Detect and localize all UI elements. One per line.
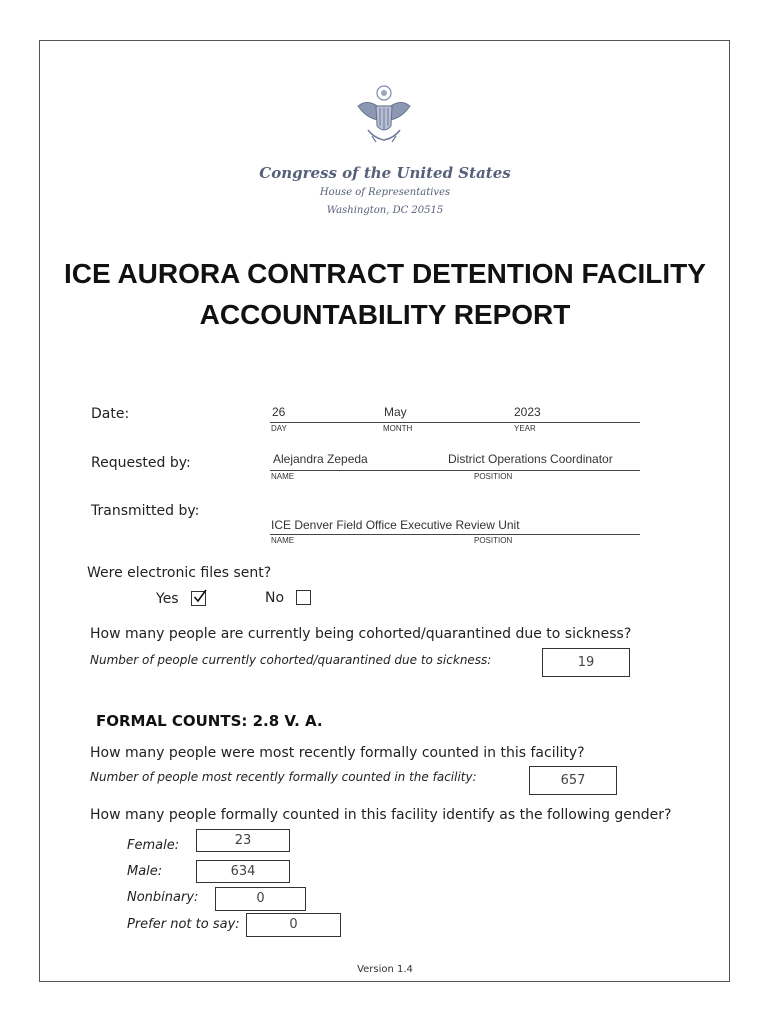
congress-seal-icon [354, 84, 414, 146]
prefer-not-to-say-label: Prefer not to say: [127, 917, 240, 932]
prefer-not-to-say-count-field[interactable]: 0 [246, 913, 341, 937]
letterhead-house: House of Representatives [319, 187, 451, 198]
transmitted-by-position-caption: POSITION [474, 536, 513, 545]
female-count-field[interactable]: 23 [196, 829, 290, 852]
date-day-value: 26 [272, 405, 286, 419]
formal-count-question: How many people were most recently formally counted in this facility? [90, 745, 585, 761]
transmitted-by-name: ICE Denver Field Office Executive Review Unit [271, 518, 520, 532]
checkmark-icon [192, 589, 207, 604]
requested-by-name-caption: NAME [271, 472, 295, 481]
requested-by-name: Alejandra Zepeda [273, 452, 368, 466]
version-label: Version 1.4 [357, 964, 413, 975]
no-label: No [265, 590, 285, 606]
no-checkbox[interactable] [296, 590, 311, 605]
date-year-value: 2023 [514, 405, 541, 419]
letterhead-congress: Congress of the United States [259, 164, 511, 182]
quarantine-count-field[interactable]: 19 [542, 648, 630, 677]
transmitted-by-name-caption: NAME [271, 536, 295, 545]
gender-question: How many people formally counted in this facility identify as the following gender? [90, 807, 672, 823]
requested-by-position: District Operations Coordinator [448, 452, 613, 466]
date-label: Date: [91, 406, 130, 422]
male-count-field[interactable]: 634 [196, 860, 290, 883]
male-label: Male: [127, 864, 163, 879]
report-title-line1: ICE AURORA CONTRACT DETENTION FACILITY [64, 258, 706, 289]
date-month-value: May [384, 405, 407, 419]
report-title-line2: ACCOUNTABILITY REPORT [199, 299, 571, 330]
nonbinary-label: Nonbinary: [127, 890, 199, 905]
formal-count-field[interactable]: 657 [529, 766, 617, 795]
formal-counts-heading: FORMAL COUNTS: 2.8 V. A. [96, 712, 323, 730]
quarantine-question: How many people are currently being cohorted/quarantined due to sickness? [90, 626, 632, 642]
yes-checkbox[interactable] [191, 591, 206, 606]
electronic-files-question: Were electronic files sent? [87, 565, 272, 581]
requested-by-position-caption: POSITION [474, 472, 513, 481]
female-label: Female: [127, 838, 180, 853]
date-day-caption: DAY [271, 424, 287, 433]
quarantine-field-label: Number of people currently cohorted/quarantined due to sickness: [90, 653, 492, 667]
transmitted-by-label: Transmitted by: [91, 503, 200, 519]
yes-label: Yes [156, 591, 179, 607]
nonbinary-count-field[interactable]: 0 [215, 887, 306, 911]
date-month-caption: MONTH [383, 424, 413, 433]
date-year-caption: YEAR [514, 424, 536, 433]
date-underline [270, 404, 640, 423]
letterhead-address: Washington, DC 20515 [326, 205, 444, 216]
formal-count-field-label: Number of people most recently formally counted in the facility: [90, 770, 477, 784]
requested-by-label: Requested by: [91, 455, 191, 471]
